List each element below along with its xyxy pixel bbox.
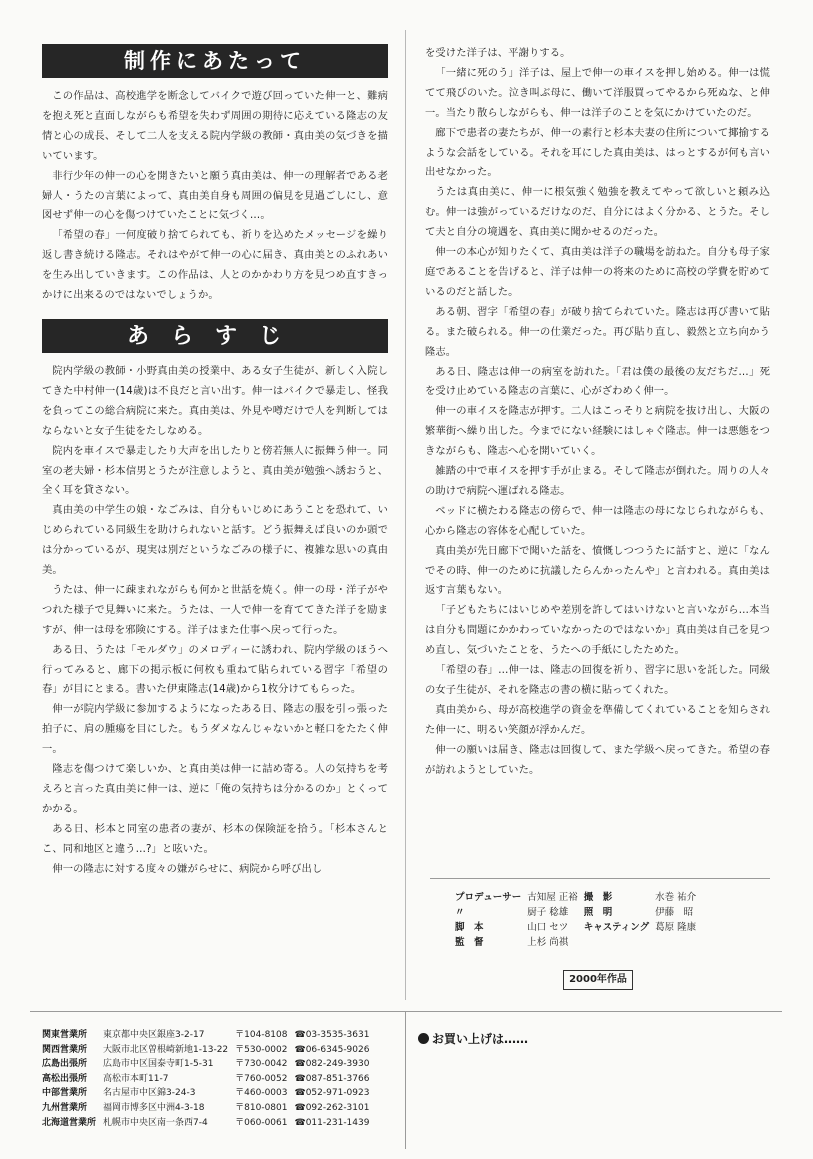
synopsis-paragraph: を受けた洋子は、平謝りする。 [425,47,571,59]
credit-row [455,920,702,935]
synopsis-paragraph: 真由美の中学生の娘・なごみは、自分もいじめにあうことを恐れて、いじめられている同級生を助けられないと話す。どう振舞えば良いのか頭では分かっているが、現実は別だというなごみの様子に、複雑な思いの真由美。 [42,504,388,577]
office-postcode: 〒104-8108 [235,1030,288,1040]
credit-role: 撮 影 [583,892,613,903]
synopsis-paragraph: ベッドに横たわる隆志の傍らで、伸一は隆志の母になじられながらも、心から隆志の容体を心配していた。 [425,504,770,537]
synopsis-paragraph: 院内を車イスで暴走したり大声を出したりと傍若無人に振舞う伸一。同室の老夫婦・杉本信男とうたが注意しようと、真由美が勉強へ誘おうと、全く耳を貸さない。 [42,444,388,497]
office-phone: ☎082-249-3930 [294,1059,370,1070]
office-name: 中部営業所 [42,1088,88,1099]
credit-row [455,890,702,905]
synopsis-paragraph: 隆志を傷つけて楽しいか、と真由美は伸一に詰め寄る。人の気持ちを考えろと言った真由美に伸一は、逆に「俺の気持ちは分かるのか」とくってかかる。 [42,763,388,815]
synopsis-paragraph: 伸一が院内学級に参加するようになったある日、隆志の服を引っ張った拍子に、肩の腫瘍を目にした。もうダメなんじゃないかと軽口をたたく伸一。 [42,703,388,756]
credit-role: 脚 本 [455,922,484,933]
intro-paragraph: 「希望の春」一何度破り捨てられても、祈りを込めたメッセージを繰り返し書き続ける隆志。それはやがて伸一の心に届き、真由美とのふれあいを生み出していきます。この作品は、人とのかかわり方を見つめ直すきっかけに出来るのではないでしょうか。 [42,229,388,302]
office-row [42,1101,376,1116]
synopsis-paragraph: 真由美から、母が高校進学の資金を準備してくれていることを知らされた伸一に、明るい笑顔が浮かんだ。 [425,703,770,736]
credit-role: プロデューサー [455,892,522,903]
footer-divider [30,1011,782,1012]
credit-person: 葛原 隆康 [655,922,697,933]
column-divider [405,30,406,1000]
office-name: 北海道営業所 [42,1117,97,1128]
section-heading-synopsis: あらすじ [42,319,388,353]
office-row [42,1043,376,1058]
synopsis-paragraph: ある日、隆志は伸一の病室を訪れた。「君は僕の最後の友だちだ…」死を受け止めている隆志の言葉に、心がざわめく伸一。 [425,365,770,398]
office-address: 高松市本町11-7 [103,1073,169,1084]
credit-person: 水巻 祐介 [655,892,697,903]
intro-paragraph: 非行少年の伸一の心を開きたいと願う真由美は、伸一の理解者である老婦人・うたの言葉によって、真由美自身も周囲の偏見を見過ごしにし、意図せず伸一の心を傷つけていたことに気づく…。 [42,169,388,222]
right-column [425,44,770,781]
office-postcode: 〒760-0052 [235,1073,288,1084]
office-phone: ☎03-3535-3631 [294,1030,370,1040]
office-phone: ☎052-971-0923 [294,1088,370,1099]
office-address: 大阪市北区曽根崎新地1-13-22 [103,1044,229,1055]
office-address: 福岡市博多区中洲4-3-18 [103,1102,205,1113]
synopsis-paragraph: 真由美が先日廊下で聞いた話を、憤慨しつつうたに話すと、逆に「なんでその時、伸一のために抗議したらんかったんや」と言われる。真由美は返す言葉もない。 [425,544,770,597]
office-postcode: 〒730-0042 [235,1059,288,1070]
office-postcode: 〒810-0801 [235,1102,288,1113]
credits-divider [430,878,770,879]
intro-paragraph: この作品は、高校進学を断念してバイクで遊び回っていた伸一と、難病を抱え死と直面しながらも希望を失わず周囲の期待に応えている隆志の友情と心の成長、そして二人を支える院内学級の教師・真由美の気づきを描いています。 [42,90,388,162]
office-name: 広島出張所 [42,1059,88,1070]
office-row [42,1116,376,1131]
office-phone: ☎092-262-3101 [294,1102,370,1113]
synopsis-paragraph: 伸一の願いは届き、隆志は回復して、また学級へ戻ってきた。希望の春が訪れようとしていた。 [425,743,770,776]
office-row [42,1057,376,1072]
credit-person: 厨子 稔雄 [527,907,569,918]
credit-person: 伊藤 昭 [655,907,694,918]
synopsis-paragraph: ある日、杉本と同室の患者の妻が、杉本の保険証を拾う。「杉本さんとこ、同和地区と違う…?」と呟いた。 [42,822,388,855]
office-address: 名古屋市中区錦3-24-3 [103,1088,196,1099]
synopsis-paragraph: 「一緒に死のう」洋子は、屋上で伸一の車イスを押し始める。伸一は慌てて飛びのいた。泣き叫ぶ母に、働いて洋服買ってやるから死ぬな、と伸一。当たり散らしながらも、伸一は洋子のことを気にかけていたのだ。 [425,66,770,119]
office-name: 九州営業所 [42,1102,88,1113]
synopsis-paragraph: 院内学級の教師・小野真由美の授業中、ある女子生徒が、新しく入院してきた中村伸一(14歳)は不良だと言い出す。伸一はバイクで暴走し、怪我を負ってこの総合病院に来た。真由美は、外見や噂だけで人を判断してはならないと女子生徒をたしなめる。 [42,364,388,437]
synopsis-paragraph: うたは、伸一に疎まれながらも何かと世話を焼く。伸一の母・洋子がやつれた様子で見舞いに来た。うたは、一人で伸一を育ててきた洋子を励ますが、伸一は母を邪険にする。洋子はまた仕事へ戻って行った。 [42,583,388,636]
office-phone: ☎011-231-1439 [294,1117,370,1128]
office-postcode: 〒060-0061 [235,1117,288,1128]
synopsis-paragraph: 廊下で患者の妻たちが、伸一の素行と杉本夫妻の住所について揶揄するような会話をしている。それを耳にした真由美は、はっとするが何も言い出せなかった。 [425,126,770,179]
credits-block [455,890,775,950]
credit-role: 監 督 [455,937,484,948]
office-address: 札幌市中央区南一条西7-4 [103,1117,208,1128]
office-row [42,1028,376,1043]
office-name: 関東営業所 [42,1030,88,1040]
office-phone: ☎087-851-3766 [294,1073,370,1084]
credit-row [455,905,702,920]
synopsis-paragraph: うたは真由美に、伸一に根気強く勉強を教えてやって欲しいと頼み込む。伸一は強がっているだけなのだ、自分にはよく分かる、とうた。そして夫と自分の境遇を、真由美に聞かせるのだった。 [425,186,770,239]
office-list [42,1028,392,1130]
synopsis-paragraph: ある朝、習字「希望の春」が破り捨てられていた。隆志は再び書いて貼る。また破られる。伸一の仕業だった。再び貼り直し、毅然と立ち向かう隆志。 [425,305,770,358]
office-postcode: 〒530-0002 [235,1044,288,1055]
credit-row [455,935,702,950]
office-name: 関西営業所 [42,1044,88,1055]
office-row [42,1072,376,1087]
purchase-label: お買い上げは…… [432,1032,529,1046]
synopsis-paragraph: 雑踏の中で車イスを押す手が止まる。そして隆志が倒れた。周りの人々の助けで病院へ運ばれる隆志。 [425,465,770,497]
synopsis-paragraph: 伸一の車イスを隆志が押す。二人はこっそりと病院を抜け出し、大阪の繁華街へ繰り出した。今までにない経験にはしゃぐ隆志。伸一は悪態をつきながらも、隆志へ心を開いていく。 [425,405,770,458]
credit-person: 上杉 尚祺 [527,937,569,948]
left-column [42,44,388,880]
credit-role: キャスティング [583,922,650,933]
synopsis-paragraph: 伸一の隆志に対する度々の嫌がらせに、病院から呼び出し [52,862,323,875]
office-address: 東京都中央区銀座3-2-17 [103,1030,205,1040]
synopsis-paragraph: ある日、うたは「モルダウ」のメロディーに誘われ、院内学級のほうへ行ってみると、廊下の掲示板に何枚も重ねて貼られている習字「希望の春」が目にとまる。書いた伊東隆志(14歳)から1枚分けてもらった。 [42,643,388,696]
synopsis-paragraph: 伸一の本心が知りたくて、真由美は洋子の職場を訪ねた。自分も母子家庭であることを告げると、洋子は伸一の将来のために高校の学費を貯めているのだと話した。 [425,246,770,298]
credit-person: 古知屋 正裕 [527,892,578,903]
synopsis-paragraph: 「子どもたちにはいじめや差別を許してはいけないと言いながら…本当は自分も問題にかかわっていなかったのではないか」真由美は自己を見つめ直し、気づいたことを、うたへの手紙にしたためた。 [425,604,770,657]
credit-person: 山口 セツ [527,922,569,933]
purchase-note [418,1030,528,1047]
office-postcode: 〒460-0003 [235,1088,288,1099]
synopsis-paragraph: 「希望の春」…伸一は、隆志の回復を祈り、習字に思いを託した。同級の女子生徒が、それを隆志の書の横に貼ってくれた。 [425,664,770,696]
bullet-icon [418,1033,429,1044]
office-name: 高松出張所 [42,1073,88,1084]
office-phone: ☎06-6345-9026 [294,1044,370,1055]
credit-role: 照 明 [583,907,613,918]
office-address: 広島市中区国泰寺町1-5-31 [103,1059,214,1070]
section-heading-intro: 制作にあたって [42,44,388,78]
year-badge: 2000年作品 [563,970,633,990]
office-row [42,1086,376,1101]
footer-column-divider [405,1011,406,1149]
credit-role: 〃 [455,907,465,918]
